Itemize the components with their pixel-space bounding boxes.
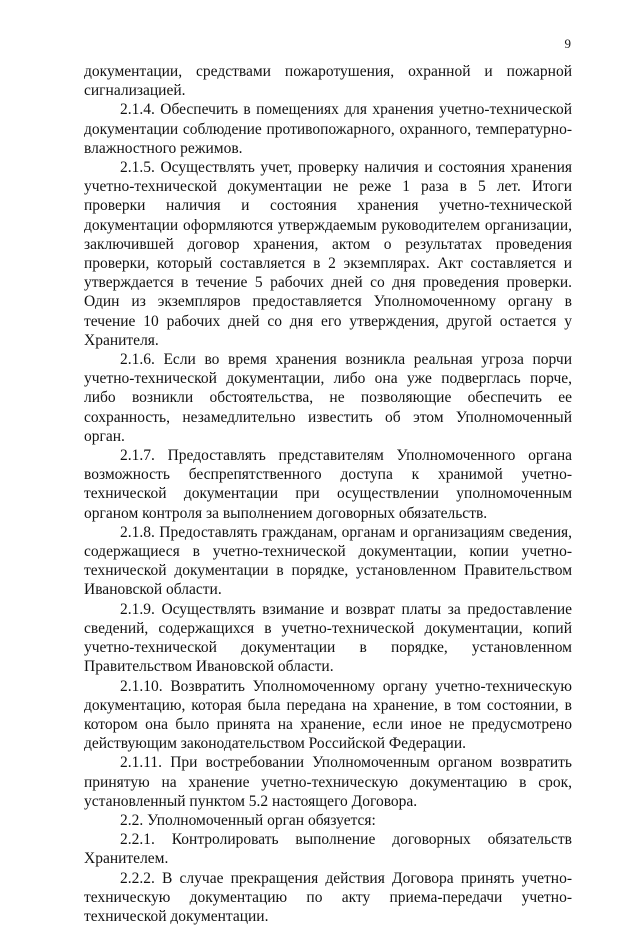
paragraph-2-1-4: 2.1.4. Обеспечить в помещениях для хранения учетно-технической документации соблюдение противопожарного, охранного, температурно-влажностного режимов. [84,101,572,157]
paragraph-2-1-6: 2.1.6. Если во время хранения возникла реальная угроза порчи учетно-технической документации, либо она уже подверглась порче, либо возникли обстоятельства, не позволяющие обеспечить ее сохранность, незамедлительно известить об этом Уполномоченный орган. [84,351,572,445]
paragraph-2-1-11: 2.1.11. При востребовании Уполномоченным органом возвратить принятую на хранение учетно-техническую документацию в срок, установленный пунктом 5.2 настоящего Договора. [84,754,572,810]
document-body [84,62,572,926]
paragraph-2-1-10: 2.1.10. Возвратить Уполномоченному органу учетно-техническую документацию, которая была передана на хранение, в том состоянии, в котором она было принята на хранение, если иное не предусмотрено действующим законодательством Российской Федерации. [84,677,572,753]
paragraph-2-2: 2.2. Уполномоченный орган обязуется: [120,811,376,829]
page-number: 9 [564,36,571,51]
paragraph-2-1-8: 2.1.8. Предоставлять гражданам, органам и организациям сведения, содержащиеся в учетно-технической документации, копии учетно-технической документации в порядке, установленном Правительством Ивановской области. [84,523,572,599]
paragraph-2-2-2: 2.2.2. В случае прекращения действия Договора принять учетно-техническую документацию по акту приема-передачи учетно-технической документации. [84,869,572,925]
paragraph-continuation: документации, средствами пожаротушения, охранной и пожарной сигнализацией. [84,63,572,100]
paragraph-2-1-5: 2.1.5. Осуществлять учет, проверку наличия и состояния хранения учетно-технической документации не реже 1 раза в 5 лет. Итоги проверки наличия и состояния хранения учетно-технической документации оформляются утверждаемым руководителем организации, заключившей договор хранения, актом о результатах проведения проверки, который составляется в 2 экземплярах. Акт составляется и утверждается в течение 5 рабочих дней со дня проведения проверки. Один из экземпляров предоставляется Уполномоченному органу в течение 10 рабочих дней со дня его утверждения, другой остается у Хранителя. [84,159,572,349]
paragraph-2-1-9: 2.1.9. Осуществлять взимание и возврат платы за предоставление сведений, содержащихся в учетно-технической документации, копий учетно-технической документации в порядке, установленном Правительством Ивановской области. [84,600,572,676]
paragraph-2-2-1: 2.2.1. Контролировать выполнение договорных обязательств Хранителем. [84,831,572,868]
paragraph-2-1-7: 2.1.7. Предоставлять представителям Уполномоченного органа возможность беспрепятственного доступа к хранимой учетно-технической документации при осуществлении уполномоченным органом контроля за выполнением договорных обязательств. [84,447,572,522]
